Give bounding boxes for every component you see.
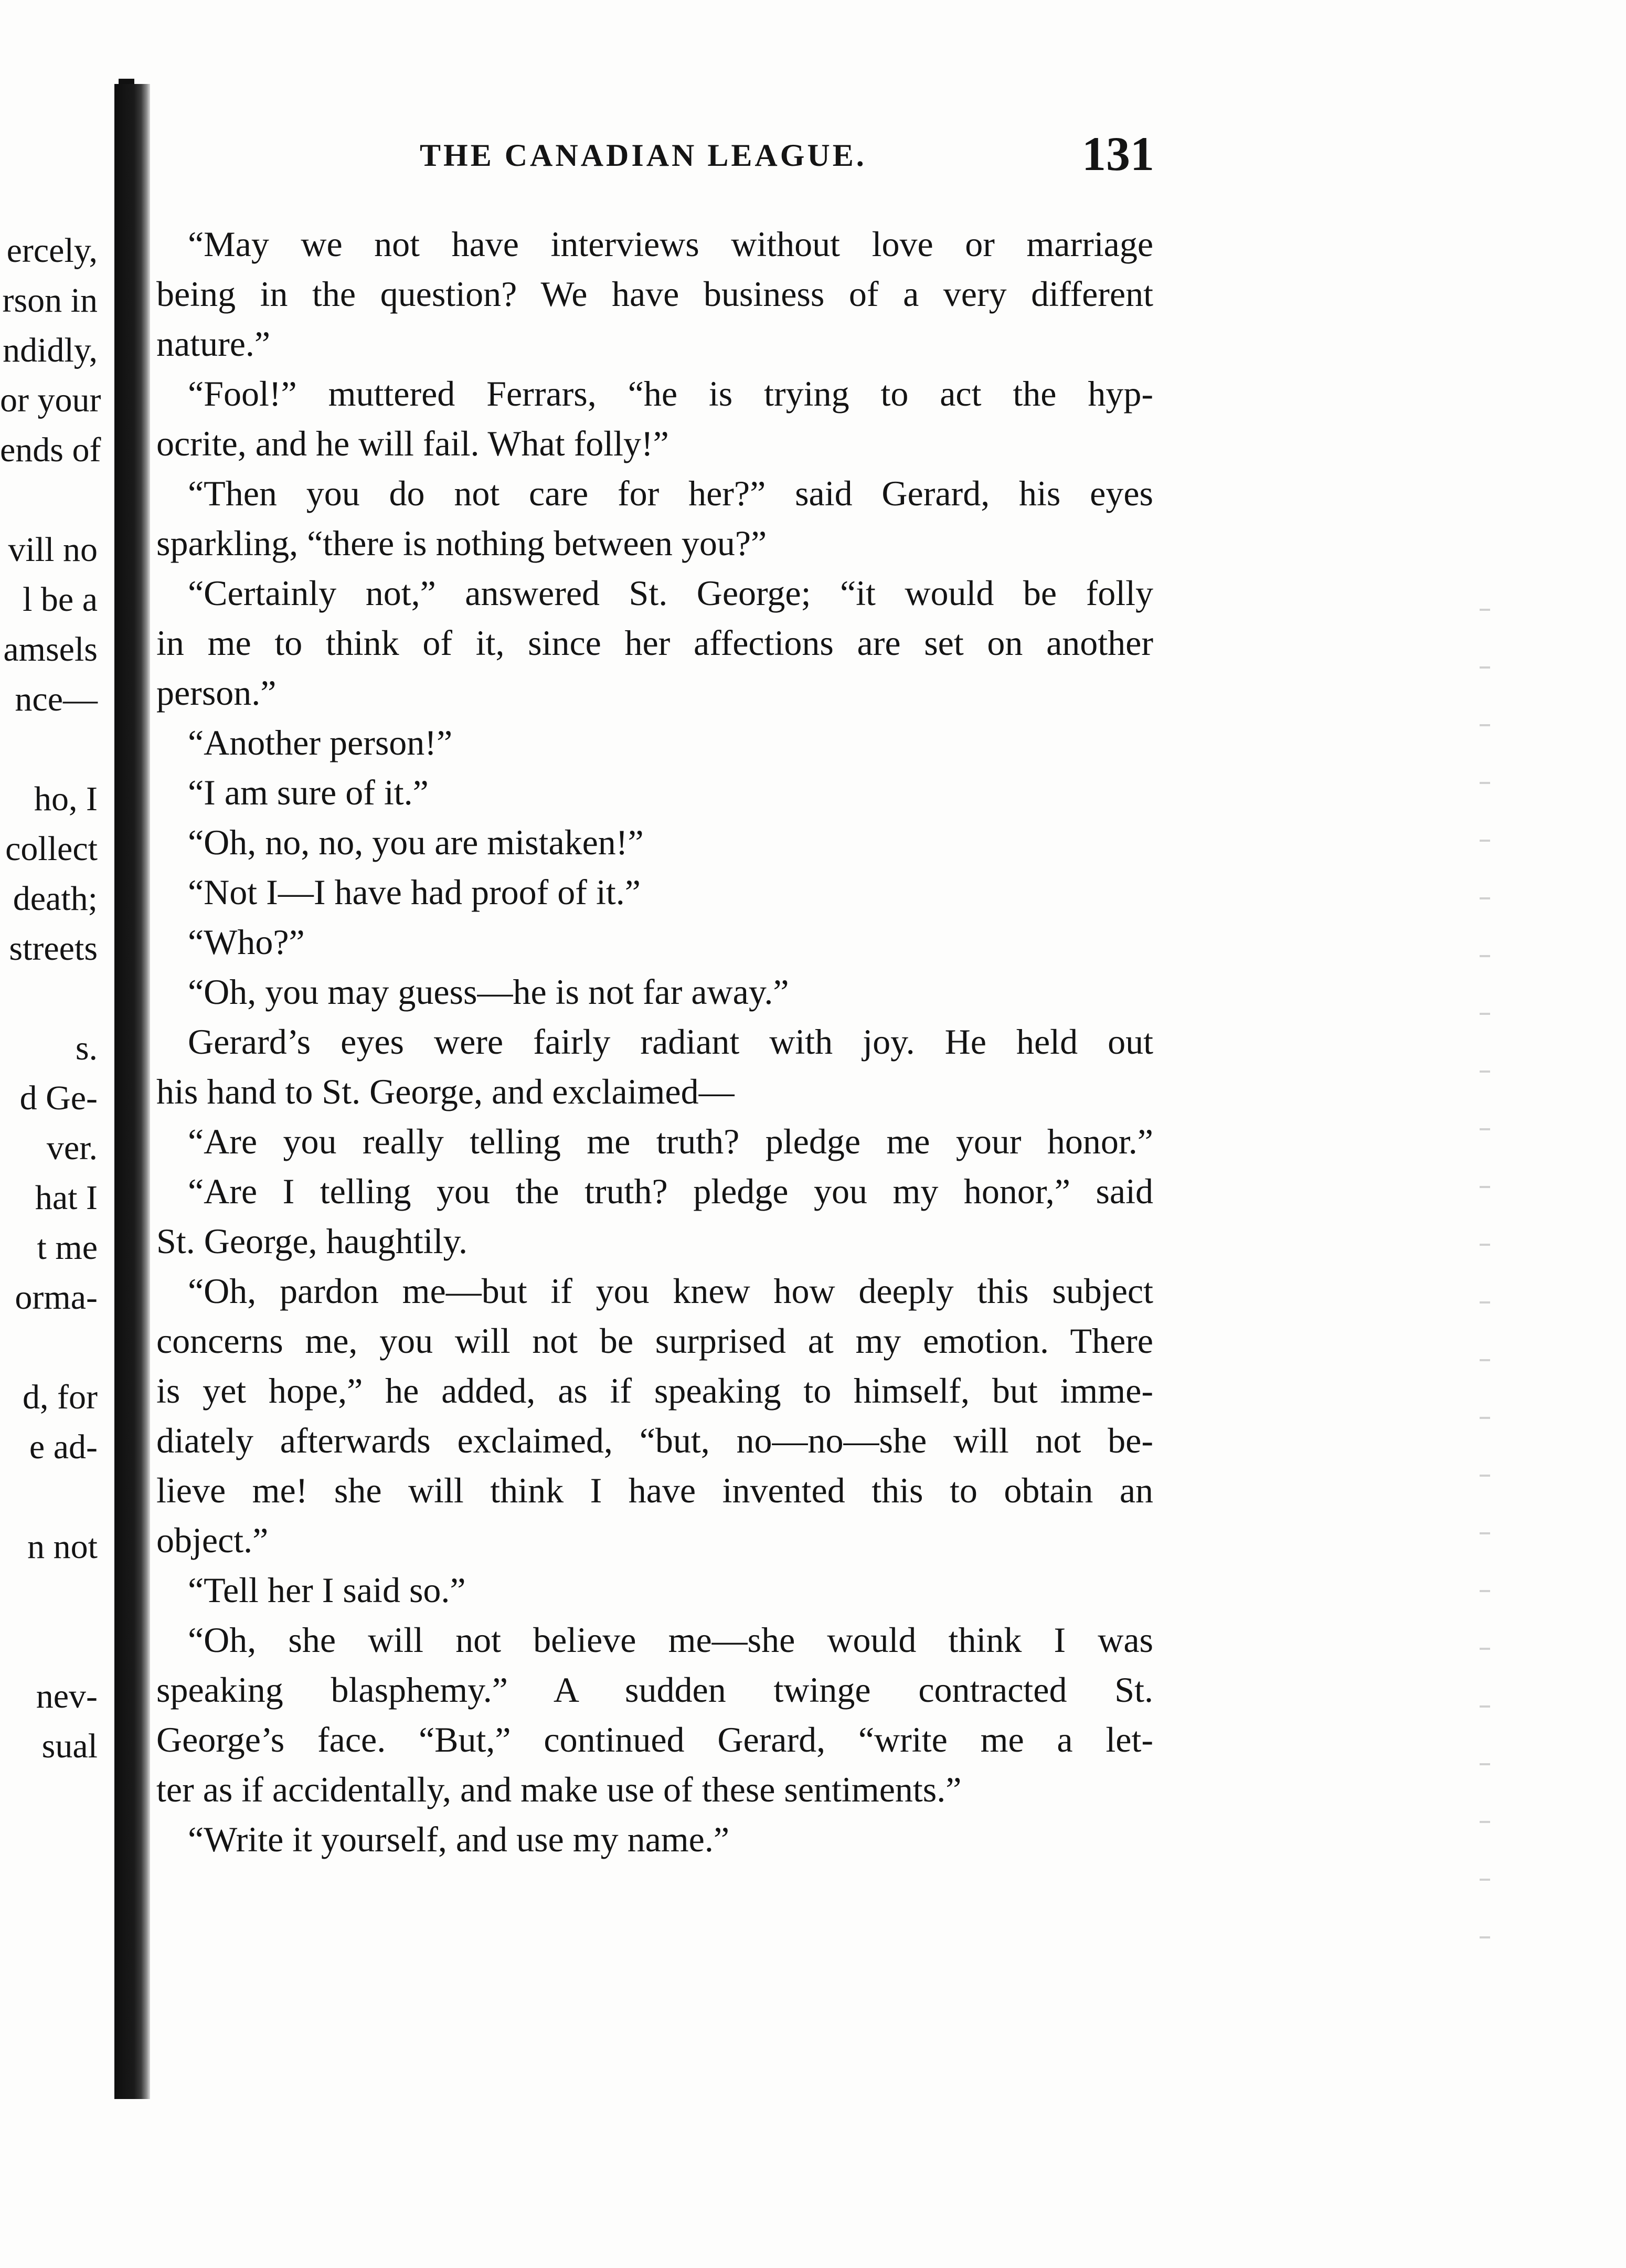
text-line: in me to think of it, since her affections are set on another [156,623,1153,663]
fragment-line: d, for [23,1378,98,1416]
text-line: St. George, haughtily. [156,1221,468,1261]
fragment-line: ndidly, [3,331,98,369]
fragment-line: vill no [8,531,98,569]
fragment-line [0,475,105,525]
text-line: “Fool!” muttered Ferrars, “he is trying to act the hyp- [188,374,1153,414]
text-line: is yet hope,” he added, as if speaking to himself, but imme- [156,1371,1153,1411]
fragment-line: l be a [23,580,98,619]
fragment-line [0,1572,105,1621]
fragment-line: ver. [46,1129,98,1167]
text-line: diately afterwards exclaimed, “but, no—no—she will not be- [156,1421,1153,1460]
fragment-line: amsels [3,630,98,669]
text-line: being in the question? We have business of a very different [156,274,1153,314]
fragment-line: ercely, [6,231,98,270]
text-line: “Oh, she will not believe me—she would think I was [188,1620,1153,1660]
running-title: THE CANADIAN LEAGUE. [420,138,867,173]
fragment-line [0,724,105,774]
fragment-line: or your [0,381,101,419]
fragment-line: rson in [2,281,98,320]
text-line: “Tell her I said so.” [188,1570,466,1610]
text-line: “Another person!” [188,723,453,762]
text-line: George’s face. “But,” continued Gerard, “write me a let- [156,1720,1153,1760]
text-line: “Then you do not care for her?” said Gerard, his eyes [188,473,1153,513]
text-line: speaking blasphemy.” A sudden twinge contracted St. [156,1670,1153,1710]
fragment-line: nev- [36,1677,98,1715]
fragment-line: e ad- [29,1428,98,1466]
text-line: lieve me! she will think I have invented this to obtain an [156,1470,1153,1510]
fragment-line: streets [9,929,98,968]
text-line: “Certainly not,” answered St. George; “it would be folly [188,573,1153,613]
text-line: ocrite, and he will fail. What folly!” [156,423,669,463]
fragment-line [0,973,105,1023]
text-line: “May we not have interviews without love or marriage [188,224,1153,264]
text-line: “Who?” [188,922,305,962]
fragment-line: d Ge- [19,1079,98,1117]
fragment-line [0,1322,105,1372]
text-line: ter as if accidentally, and make use of these sentiments.” [156,1769,962,1809]
body-text [156,219,1153,1864]
fragment-line: ho, I [34,780,98,818]
text-line: concerns me, you will not be surprised at my emotion. There [156,1321,1153,1361]
text-line: person.” [156,673,277,713]
text-line: object.” [156,1520,269,1560]
fragment-line: hat I [35,1179,98,1217]
fragment-line: orma- [15,1278,98,1317]
text-line: nature.” [156,324,271,364]
page-number: 131 [1082,127,1154,181]
fragment-line: s. [75,1029,98,1067]
text-line: “Are you really telling me truth? pledge me your honor.” [188,1121,1153,1161]
binding-gutter [114,84,150,2099]
fragment-line: collect [5,830,98,868]
fragment-line: nce— [15,680,98,718]
page-edge-artifacts [1480,577,1490,1994]
text-line: “I am sure of it.” [188,772,429,812]
text-line: “Oh, pardon me—but if you knew how deeply this subject [188,1271,1153,1311]
text-line: “Oh, you may guess—he is not far away.” [188,972,789,1012]
fragment-line [0,1621,105,1671]
text-line: his hand to St. George, and exclaimed— [156,1072,735,1111]
text-line: “Are I telling you the truth? pledge you my honor,” said [188,1171,1153,1211]
fragment-line: ends of [0,431,101,469]
text-line: “Not I—I have had proof of it.” [188,872,641,912]
fragment-line [0,1472,105,1522]
text-line: Gerard’s eyes were fairly radiant with joy. He held out [188,1022,1153,1062]
fragment-line: death; [13,879,98,918]
text-line: “Write it yourself, and use my name.” [188,1819,730,1859]
fragment-line: sual [41,1727,98,1765]
previous-page-fragment [0,226,105,1771]
text-line: sparkling, “there is nothing between you?” [156,523,767,563]
fragment-line: n not [27,1528,98,1566]
running-header [367,126,1154,184]
fragment-line: t me [37,1228,98,1267]
text-line: “Oh, no, no, you are mistaken!” [188,822,644,862]
